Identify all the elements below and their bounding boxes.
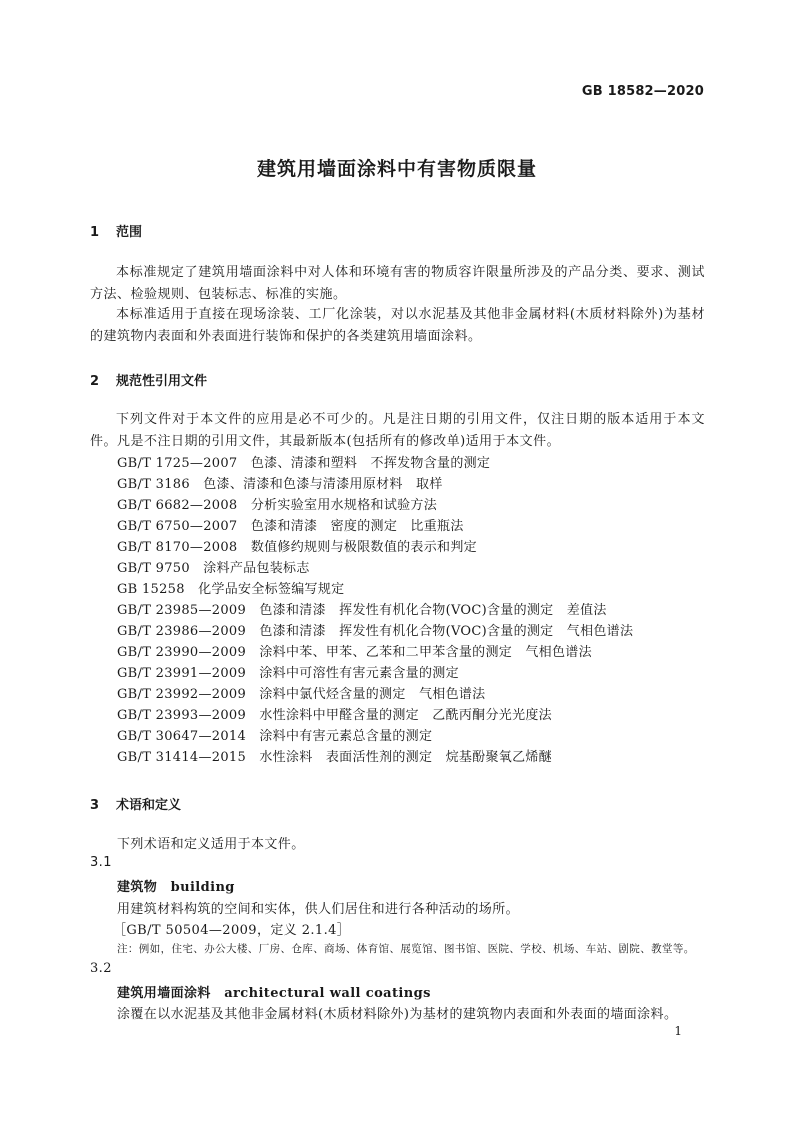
section-title: 规范性引用文件 [116,374,208,389]
reference-title: 分析实验室用水规格和试验方法 [250,498,438,513]
reference-item [117,663,633,684]
reference-code: GB/T 30647—2014 [117,729,247,744]
reference-item [117,621,633,642]
section-title: 范围 [116,225,143,240]
reference-code: GB/T 23993—2009 [117,708,247,723]
reference-item [117,453,633,474]
reference-code: GB/T 8170—2008 [117,540,238,555]
reference-item [117,558,633,579]
term-heading [117,982,431,1001]
term-number: 3.1 [90,855,112,870]
section-3-heading [90,794,181,813]
reference-code: GB/T 6682—2008 [117,498,238,513]
reference-item [117,537,633,558]
reference-code: GB/T 23991—2009 [117,666,247,681]
term-source: ［GB/T 50504—2009，定义 2.1.4］ [113,923,351,938]
reference-code: GB 15258 [117,582,185,597]
reference-list [117,453,633,768]
reference-title: 水性涂料中甲醛含量的测定 乙酰丙酮分光光度法 [259,708,552,723]
term-note: 注：例如，住宅、办公大楼、厂房、仓库、商场、体育馆、展览馆、图书馆、医院、学校、机场、车站、剧院、教堂等。 [117,943,695,955]
reference-item [117,726,633,747]
reference-title: 色漆、清漆和塑料 不挥发物含量的测定 [250,456,491,471]
reference-item [117,600,633,621]
reference-code: GB/T 23985—2009 [117,603,247,618]
reference-title: 涂料产品包装标志 [203,561,310,576]
reference-item [117,495,633,516]
reference-item [117,474,633,495]
section-title: 术语和定义 [116,798,182,813]
reference-code: GB/T 6750—2007 [117,519,238,534]
term-definition: 涂覆在以水泥基及其他非金属材料(木质材料除外)为基材的建筑物内表面和外表面的墙面涂料。 [117,1007,678,1022]
reference-title: 涂料中苯、甲苯、乙苯和二甲苯含量的测定 气相色谱法 [259,645,592,660]
reference-title: 色漆和清漆 挥发性有机化合物(VOC)含量的测定 气相色谱法 [259,624,634,639]
reference-item [117,705,633,726]
term-number: 3.2 [90,961,112,976]
standard-code: GB 18582—2020 [581,84,704,99]
reference-title: 涂料中可溶性有害元素含量的测定 [259,666,459,681]
reference-code: GB/T 23990—2009 [117,645,247,660]
terms-intro: 下列术语和定义适用于本文件。 [117,837,305,852]
reference-title: 化学品安全标签编写规定 [198,582,345,597]
term-chinese: 建筑物 [117,880,158,895]
term-chinese: 建筑用墙面涂料 [117,986,211,1001]
section-number: 1 [90,225,100,240]
reference-item [117,684,633,705]
reference-title: 水性涂料 表面活性剂的测定 烷基酚聚氧乙烯醚 [259,750,552,765]
reference-title: 涂料中氯代烃含量的测定 气相色谱法 [259,687,486,702]
reference-title: 数值修约规则与极限数值的表示和判定 [250,540,477,555]
section-number: 3 [90,798,100,813]
reference-code: GB/T 23986—2009 [117,624,247,639]
reference-code: GB/T 31414—2015 [117,750,247,765]
reference-title: 涂料中有害元素总含量的测定 [259,729,433,744]
term-definition: 用建筑材料构筑的空间和实体，供人们居住和进行各种活动的场所。 [117,902,520,917]
reference-item [117,747,633,768]
reference-item [117,579,633,600]
section-number: 2 [90,374,100,389]
references-intro: 下列文件对于本文件的应用是必不可少的。凡是注日期的引用文件，仅注日期的版本适用于本文件。凡是不注日期的引用文件，其最新版本(包括所有的修改单)适用于本文件。 [90,412,705,449]
section-2-heading [90,370,207,389]
scope-paragraph-2: 本标准适用于直接在现场涂装、工厂化涂装，对以水泥基及其他非金属材料(木质材料除外)为基材的建筑物内表面和外表面进行装饰和保护的各类建筑用墙面涂料。 [90,307,705,344]
reference-title: 色漆和清漆 挥发性有机化合物(VOC)含量的测定 差值法 [259,603,607,618]
document-title: 建筑用墙面涂料中有害物质限量 [256,158,537,180]
reference-item [117,516,633,537]
page-number: 1 [674,1024,682,1038]
term-english: building [170,880,235,895]
reference-code: GB/T 1725—2007 [117,456,238,471]
section-1-heading [90,221,142,240]
reference-code: GB/T 3186 [117,477,190,492]
reference-code: GB/T 9750 [117,561,190,576]
reference-item [117,642,633,663]
term-english: architectural wall coatings [224,986,431,1001]
reference-code: GB/T 23992—2009 [117,687,247,702]
reference-title: 色漆和清漆 密度的测定 比重瓶法 [250,519,464,534]
scope-paragraph-1: 本标准规定了建筑用墙面涂料中对人体和环境有害的物质容许限量所涉及的产品分类、要求、测试方法、检验规则、包装标志、标准的实施。 [90,265,705,302]
reference-title: 色漆、清漆和色漆与清漆用原材料 取样 [203,477,443,492]
term-heading [117,876,235,895]
